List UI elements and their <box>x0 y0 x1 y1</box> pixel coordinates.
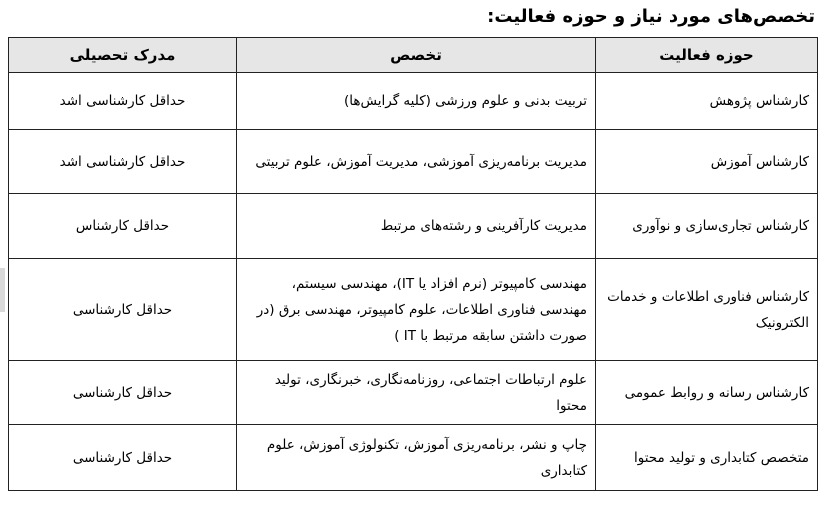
table-row <box>9 194 818 259</box>
specialty-cell: علوم ارتباطات اجتماعی، روزنامه‌نگاری، خبرنگاری، تولید محتوا <box>237 361 596 425</box>
header-specialty: تخصص <box>237 38 596 73</box>
field-cell: متخصص کتابداری و تولید محتوا <box>596 425 818 491</box>
table-row <box>9 130 818 194</box>
field-cell: کارشناس فناوری اطلاعات و خدمات الکترونیک <box>596 259 818 361</box>
degree-cell: حداقل کارشناسی <box>9 425 237 491</box>
header-degree: مدرک تحصیلی <box>9 38 237 73</box>
requirements-table <box>8 37 818 491</box>
degree-cell: حداقل کارشناسی اشد <box>9 73 237 130</box>
field-cell: کارشناس پژوهش <box>596 73 818 130</box>
specialty-cell: تربیت بدنی و علوم ورزشی (کلیه گرایش‌ها) <box>237 73 596 130</box>
section-title: تخصص‌های مورد نیاز و حوزه فعالیت: <box>487 6 815 27</box>
header-field: حوزه فعالیت <box>596 38 818 73</box>
specialty-cell: چاپ و نشر، برنامه‌ریزی آموزش، تکنولوژی آموزش، علوم کتابداری <box>237 425 596 491</box>
specialty-cell: مدیریت برنامه‌ریزی آموزشی، مدیریت آموزش، علوم تربیتی <box>237 130 596 194</box>
page-edge-marker <box>0 268 5 312</box>
table-header-row <box>9 38 818 73</box>
field-cell: کارشناس آموزش <box>596 130 818 194</box>
degree-cell: حداقل کارشناسی اشد <box>9 130 237 194</box>
degree-cell: حداقل کارشناسی <box>9 259 237 361</box>
table-row <box>9 361 818 425</box>
table-row <box>9 73 818 130</box>
specialty-cell: مهندسی کامپیوتر (نرم افزاد یا IT)، مهندسی سیستم، مهندسی فناوری اطلاعات، علوم کامپیوتر، مهندسی برق (در صورت داشتن سابقه مرتبط با IT ) <box>237 259 596 361</box>
degree-cell: حداقل کارشناسی <box>9 361 237 425</box>
field-cell: کارشناس تجاری‌سازی و نوآوری <box>596 194 818 259</box>
degree-cell: حداقل کارشناس <box>9 194 237 259</box>
table-row <box>9 425 818 491</box>
specialty-cell: مدیریت کارآفرینی و رشته‌های مرتبط <box>237 194 596 259</box>
field-cell: کارشناس رسانه و روابط عمومی <box>596 361 818 425</box>
table-row <box>9 259 818 361</box>
